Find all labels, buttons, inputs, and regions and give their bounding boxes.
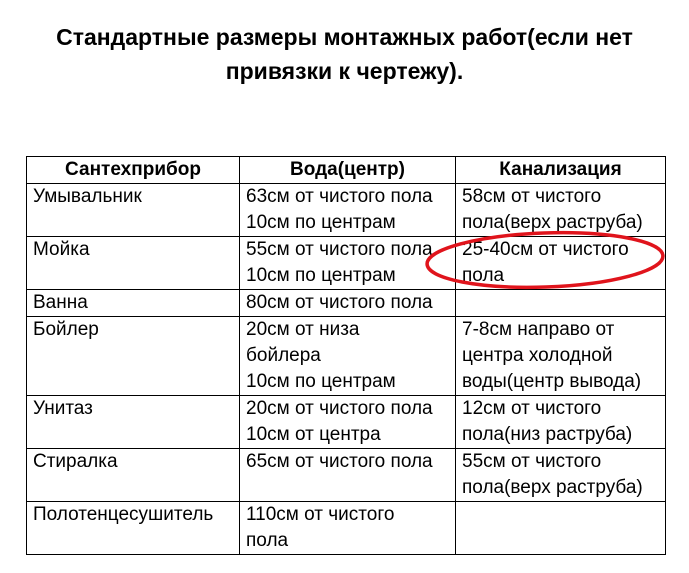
cell-line: пола(верх раструба) — [462, 212, 643, 233]
cell-line: воды(центр вывода) — [462, 371, 642, 392]
water-cell — [240, 317, 456, 396]
sewer-cell — [456, 184, 666, 237]
fixture-cell — [27, 317, 240, 396]
fixture-cell — [27, 290, 240, 317]
cell-line: Умывальник — [33, 186, 142, 207]
sewer-cell — [456, 237, 666, 290]
document-title: Стандартные размеры монтажных работ(если нет привязки к чертежу). — [56, 24, 633, 84]
sewer-cell — [456, 502, 666, 555]
water-cell — [240, 290, 456, 317]
table-row — [27, 184, 666, 237]
fixture-cell — [27, 502, 240, 555]
cell-line: Ванна — [33, 292, 88, 313]
fixture-cell — [27, 184, 240, 237]
water-cell — [240, 449, 456, 502]
cell-line: пола — [246, 530, 289, 551]
sewer-cell — [456, 396, 666, 449]
table-row — [27, 449, 666, 502]
column-header-water: Вода(центр) — [240, 157, 456, 184]
cell-line: Полотенцесушитель — [33, 504, 214, 525]
cell-line: 58см от чистого — [462, 186, 602, 207]
cell-line: Мойка — [33, 239, 90, 260]
cell-line: Стиралка — [33, 451, 118, 472]
sewer-cell — [456, 290, 666, 317]
column-header-fixture: Сантехприбор — [27, 157, 240, 184]
sewer-cell — [456, 317, 666, 396]
table-header-row — [27, 157, 666, 184]
cell-line: 20см от чистого пола — [246, 398, 433, 419]
cell-line: 12см от чистого — [462, 398, 602, 419]
water-cell — [240, 396, 456, 449]
water-cell — [240, 502, 456, 555]
cell-line: 25-40см от чистого — [462, 239, 629, 260]
cell-line: 63см от чистого пола — [246, 186, 433, 207]
cell-line: пола — [462, 265, 505, 286]
water-cell — [240, 184, 456, 237]
table-row — [27, 237, 666, 290]
cell-line: 55см от чистого — [462, 451, 602, 472]
cell-line: пола(верх раструба) — [462, 477, 643, 498]
fixtures-table — [26, 156, 666, 555]
cell-line: Унитаз — [33, 398, 93, 419]
fixture-cell — [27, 396, 240, 449]
sewer-cell — [456, 449, 666, 502]
table-row — [27, 502, 666, 555]
cell-line: центра холодной — [462, 345, 613, 366]
table-body — [27, 184, 666, 555]
cell-line: Бойлер — [33, 319, 99, 340]
cell-line: 10см по центрам — [246, 212, 396, 233]
column-header-sewer: Канализация — [456, 157, 666, 184]
cell-line: 55см от чистого пола — [246, 239, 433, 260]
fixture-cell — [27, 449, 240, 502]
cell-line: пола(низ раструба) — [462, 424, 633, 445]
cell-line: 10см по центрам — [246, 371, 396, 392]
cell-line: 20см от низа — [246, 319, 360, 340]
table-row — [27, 290, 666, 317]
water-cell — [240, 237, 456, 290]
cell-line: 65см от чистого пола — [246, 451, 433, 472]
table-row — [27, 317, 666, 396]
fixture-cell — [27, 237, 240, 290]
table-row — [27, 396, 666, 449]
cell-line: 80см от чистого пола — [246, 292, 433, 313]
cell-line: 10см по центрам — [246, 265, 396, 286]
cell-line: 7-8см направо от — [462, 319, 615, 340]
cell-line: 10см от центра — [246, 424, 381, 445]
cell-line: бойлера — [246, 345, 321, 366]
cell-line: 110см от чистого — [246, 504, 395, 525]
